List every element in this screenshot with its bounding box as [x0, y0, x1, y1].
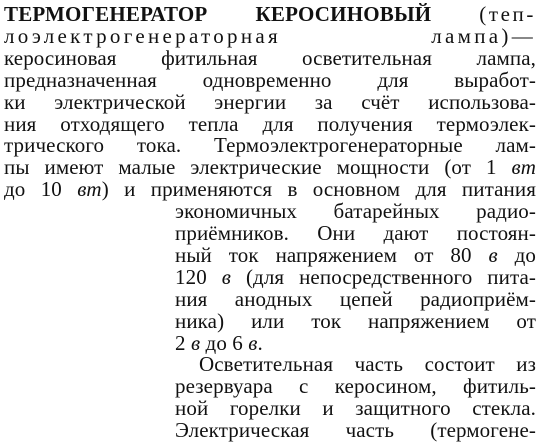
unit-volt: в	[190, 330, 201, 355]
unit-watt: вт	[511, 155, 537, 180]
article-line-1: ТЕРМОГЕНЕРАТОР КЕРОСИНОВЫЙ (теп-	[4, 2, 536, 26]
article-line-14: ния анодных цепей радиоприём-	[175, 286, 536, 311]
article-line-5: ки электрической энергии за счёт использова-	[4, 89, 536, 114]
article-headword: ТЕРМОГЕНЕРАТОР КЕРОСИНОВЫЙ	[4, 2, 432, 26]
article-line-12: ный ток напряжением от 80 в до	[175, 242, 536, 267]
article-line-6: ния отходящего тепла для получения термоэлек-	[4, 111, 536, 136]
article-line-3: керосиновая фитильная осветительная лампа,	[4, 45, 536, 70]
article-line-18: резервуара с керосином, фитиль-	[175, 374, 536, 399]
article-line-4: предназначенная одновременно для выработ-	[4, 67, 536, 92]
unit-volt: в	[221, 264, 231, 289]
article-line-15: ника) или ток напряжением от	[175, 308, 536, 333]
unit-volt: в	[488, 242, 498, 267]
article-line-17: Осветительная часть состоит из	[199, 352, 536, 377]
article-line-8: пы имеют малые электрические мощности (от 1 вт	[4, 155, 537, 180]
article-line-7: трического тока. Термоэлектрогенераторные лам-	[4, 133, 536, 158]
unit-volt: в	[248, 330, 258, 355]
article-line-10: экономичных батарейных радио-	[175, 199, 536, 224]
unit-watt: вт	[77, 177, 102, 202]
article-line-20: Электрическая часть (термогене-	[175, 418, 536, 443]
article-line-16: 2 в до 6 в.	[175, 330, 263, 355]
article-line-2: лоэлектрогенераторная лампа)—	[4, 23, 536, 48]
article-line-19: ной горелки и защитного стекла.	[175, 396, 536, 421]
article-line-11: приёмников. Они дают постоян-	[175, 221, 536, 245]
article-line-13: 120 в (для непосредственного пита-	[175, 264, 537, 289]
article-line-9: до 10 вт) и применяются в основном для питания	[4, 177, 536, 202]
